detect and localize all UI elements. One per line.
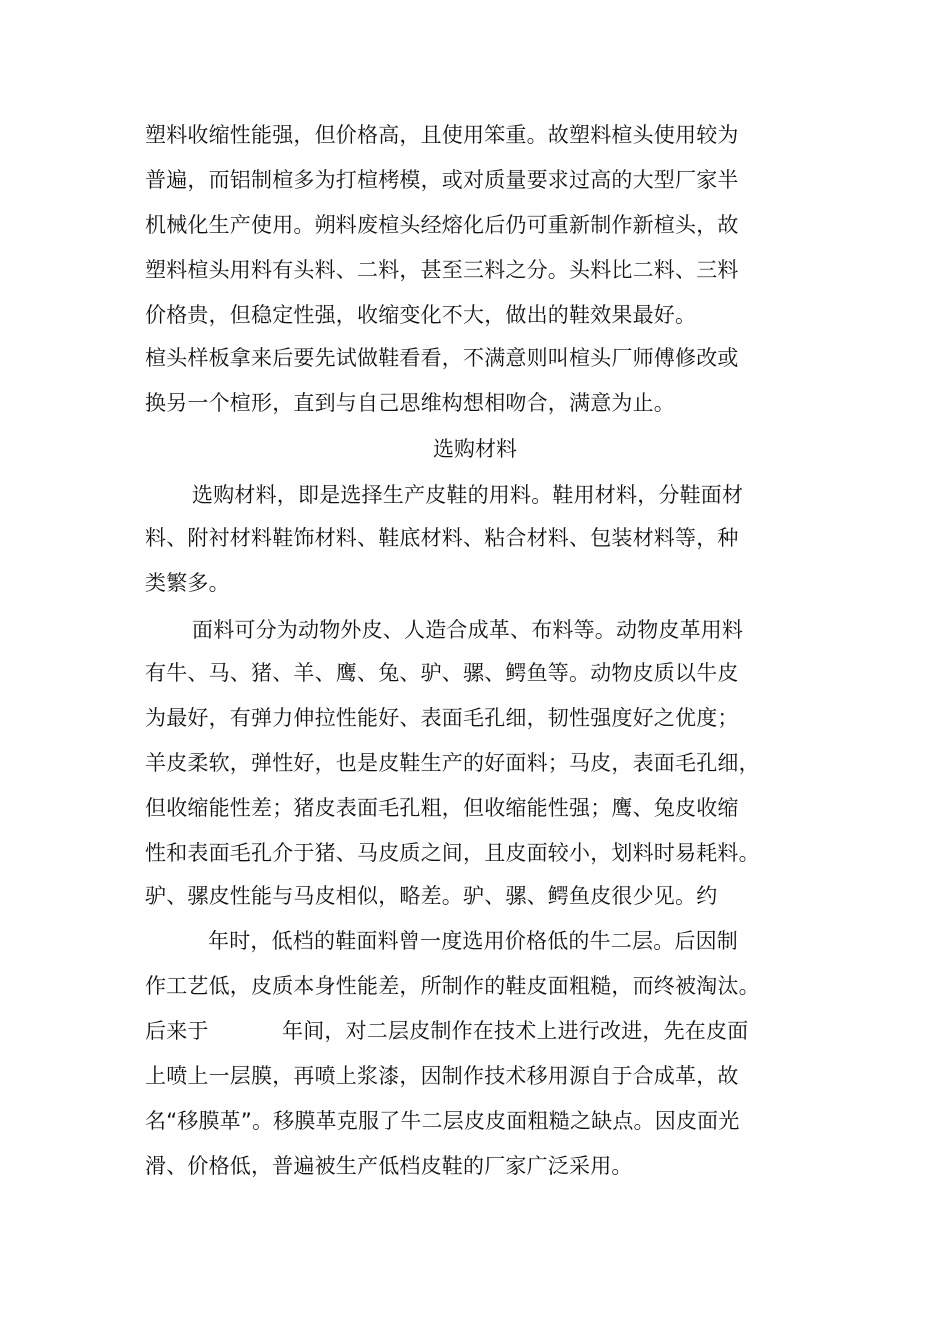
text-line: 作工艺低，皮质本身性能差，所制作的鞋皮面粗糙，而终被淘汰。 xyxy=(145,974,760,998)
section-heading: 选购材料 xyxy=(433,437,517,461)
text-line: 年时，低档的鞋面料曾一度选用价格低的牛二层。后因制 xyxy=(208,929,738,953)
text-line: 楦头样板拿来后要先试做鞋看看，不满意则叫楦头厂师傅修改或 xyxy=(145,346,739,370)
text-line: 名“移膜革”。移膜革克服了牛二层皮皮面粗糙之缺点。因皮面光 xyxy=(145,1109,740,1133)
text-line: 上喷上一层膜，再喷上浆漆，因制作技术移用源自于合成革，故 xyxy=(145,1064,739,1088)
text-line: 价格贵，但稳定性强，收缩变化不大，做出的鞋效果最好。 xyxy=(145,303,697,327)
text-line: 普遍，而铝制楦多为打楦栲模，或对质量要求过高的大型厂家半 xyxy=(145,168,739,192)
text-line: 性和表面毛孔介于猪、马皮质之间，且皮面较小，划料时易耗料。 xyxy=(145,841,760,865)
text-line: 滑、价格低，普遍被生产低档皮鞋的厂家广泛采用。 xyxy=(145,1154,633,1178)
paragraph-first-line: 选购材料，即是选择生产皮鞋的用料。鞋用材料，分鞋面材 xyxy=(192,483,744,507)
text-line: 为最好，有弹力伸拉性能好、表面毛孔细，韧性强度好之优度； xyxy=(145,706,739,730)
text-line: 后来于 xyxy=(145,1019,209,1043)
paragraph-first-line: 面料可分为动物外皮、人造合成革、布料等。动物皮革用料 xyxy=(192,618,744,642)
text-line: 塑料楦头用料有头料、二料，甚至三料之分。头料比二料、三料 xyxy=(145,258,739,282)
text-line: 机械化生产使用。朔料废楦头经熔化后仍可重新制作新楦头，故 xyxy=(145,213,739,237)
text-line: 塑料收缩性能强，但价格高，且使用笨重。故塑料楦头使用较为 xyxy=(145,123,739,147)
text-line: 但收缩能性差；猪皮表面毛孔粗，但收缩能性强；鹰、兔皮收缩 xyxy=(145,796,739,820)
text-line: 料、附衬材料鞋饰材料、鞋底材料、粘合材料、包装材料等，种 xyxy=(145,526,739,550)
text-line: 换另一个楦形，直到与自己思维构想相吻合，满意为止。 xyxy=(145,391,675,415)
text-line: 类繁多。 xyxy=(145,571,230,595)
text-line: 驴、骡皮性能与马皮相似，略差。驴、骡、鳄鱼皮很少见。约 xyxy=(145,884,718,908)
text-line: 有牛、马、猪、羊、鹰、兔、驴、骡、鳄鱼等。动物皮质以牛皮 xyxy=(145,661,739,685)
text-line: 年间，对二层皮制作在技术上进行改进，先在皮面 xyxy=(282,1019,749,1043)
text-line: 羊皮柔软，弹性好，也是皮鞋生产的好面料；马皮，表面毛孔细， xyxy=(145,751,760,775)
